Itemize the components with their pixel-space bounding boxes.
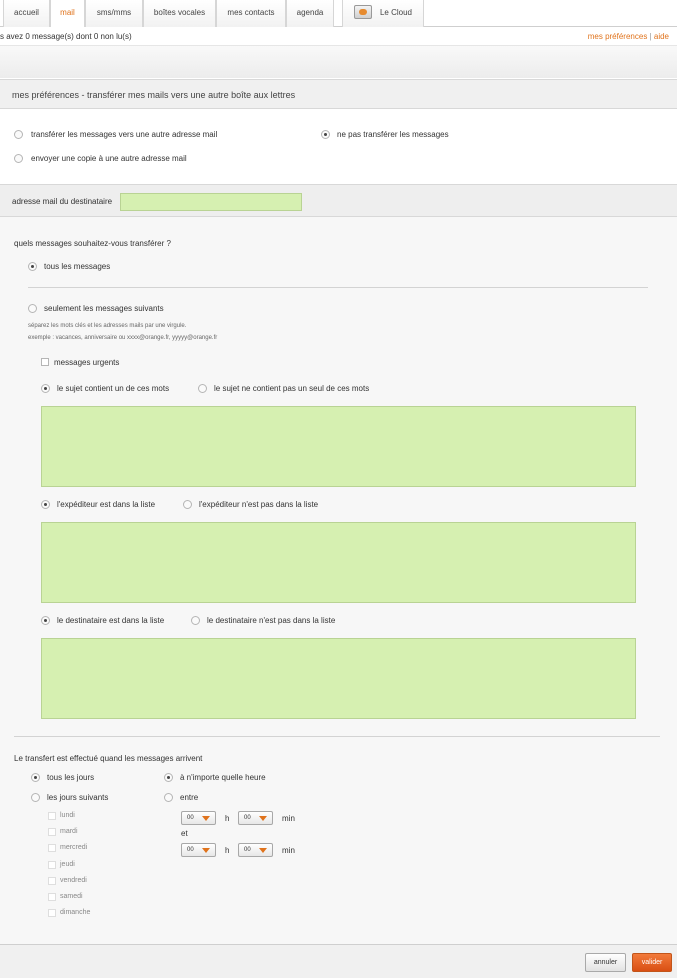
checkbox-samedi[interactable] — [48, 893, 56, 901]
status-bar — [0, 27, 677, 45]
radio-sender-in-list[interactable] — [41, 500, 50, 509]
radio-following-days[interactable] — [31, 793, 40, 802]
label-transfer-other: transférer les messages vers une autre adresse mail — [31, 130, 218, 139]
radio-only-following[interactable] — [28, 304, 37, 313]
label-no-transfer: ne pas transférer les messages — [337, 130, 449, 139]
radio-no-transfer[interactable] — [321, 130, 330, 139]
transfer-options — [0, 217, 677, 944]
label-h: h — [225, 846, 230, 855]
radio-subject-contains[interactable] — [41, 384, 50, 393]
tab-sms-mms[interactable]: sms/mms — [85, 0, 143, 27]
label-recipient-not-in-list: le destinataire n'est pas dans la liste — [207, 616, 336, 625]
checkbox-mardi[interactable] — [48, 828, 56, 836]
help-link[interactable]: aide — [653, 32, 669, 41]
label-urgent: messages urgents — [54, 358, 120, 367]
toolbar-area — [0, 45, 677, 78]
label-vendredi: vendredi — [60, 877, 87, 884]
label-min: min — [282, 846, 295, 855]
top-links — [588, 32, 669, 41]
tab-le-cloud-label: Le Cloud — [379, 8, 413, 17]
chevron-down-icon — [202, 848, 210, 853]
tab-le-cloud[interactable] — [342, 0, 424, 27]
label-min: min — [282, 814, 295, 823]
label-sender-not-in-list: l'expéditeur n'est pas dans la liste — [199, 500, 319, 509]
label-following-days: les jours suivants — [47, 793, 109, 802]
label-every-day: tous les jours — [47, 773, 95, 782]
label-jeudi: jeudi — [60, 861, 75, 868]
submit-button[interactable]: valider — [632, 953, 672, 972]
radio-between[interactable] — [164, 793, 173, 802]
recipient-label: adresse mail du destinataire — [12, 197, 113, 206]
top-tabs — [0, 0, 677, 27]
recipient-list-textarea[interactable] — [41, 638, 636, 719]
sender-list-textarea[interactable] — [41, 522, 636, 603]
start-hour-value: 00 — [187, 815, 194, 821]
radio-all-messages[interactable] — [28, 262, 37, 271]
cancel-button[interactable]: annuler — [585, 953, 626, 972]
preferences-link[interactable]: mes préférences — [587, 32, 648, 41]
checkbox-lundi[interactable] — [48, 812, 56, 820]
end-min-value: 00 — [244, 847, 251, 853]
label-send-copy: envoyer une copie à une autre adresse mail — [31, 154, 187, 163]
tab-boites-vocales[interactable]: boîtes vocales — [143, 0, 216, 27]
start-hour-select[interactable] — [181, 811, 216, 825]
checkbox-jeudi[interactable] — [48, 861, 56, 869]
checkbox-urgent[interactable] — [41, 358, 49, 366]
section-header — [0, 79, 677, 109]
end-min-select[interactable] — [238, 843, 273, 857]
label-all-messages: tous les messages — [44, 262, 111, 271]
start-min-select[interactable] — [238, 811, 273, 825]
checkbox-dimanche[interactable] — [48, 909, 56, 917]
label-and: et — [181, 829, 188, 838]
radio-any-time[interactable] — [164, 773, 173, 782]
recipient-row — [0, 184, 677, 217]
label-mercredi: mercredi — [60, 844, 88, 851]
radio-subject-not-contains[interactable] — [198, 384, 207, 393]
divider — [14, 736, 660, 737]
recipient-email-field[interactable] — [120, 193, 302, 211]
label-mardi: mardi — [60, 828, 78, 835]
page-title: mes préférences - transférer mes mails vers une autre boîte aux lettres — [12, 90, 296, 100]
label-recipient-in-list: le destinataire est dans la liste — [57, 616, 165, 625]
cloud-icon — [354, 5, 372, 19]
chevron-down-icon — [202, 816, 210, 821]
start-min-value: 00 — [244, 815, 251, 821]
label-only-following: seulement les messages suivants — [44, 304, 164, 313]
radio-recipient-in-list[interactable] — [41, 616, 50, 625]
label-sender-in-list: l'expéditeur est dans la liste — [57, 500, 156, 509]
radio-sender-not-in-list[interactable] — [183, 500, 192, 509]
tab-accueil[interactable]: accueil — [3, 0, 50, 27]
link-separator: | — [649, 32, 652, 41]
end-hour-select[interactable] — [181, 843, 216, 857]
checkbox-mercredi[interactable] — [48, 844, 56, 852]
tab-mes-contacts[interactable]: mes contacts — [216, 0, 286, 27]
hint-separator: séparez les mots clés et les adresses mails par une virgule. — [28, 323, 187, 329]
message-count-text: s avez 0 message(s) dont 0 non lu(s) — [0, 32, 132, 41]
radio-transfer-other[interactable] — [14, 130, 23, 139]
checkbox-vendredi[interactable] — [48, 877, 56, 885]
tab-mail[interactable]: mail — [50, 0, 85, 27]
label-dimanche: dimanche — [60, 909, 91, 916]
subject-keywords-textarea[interactable] — [41, 406, 636, 487]
schedule-title: Le transfert est effectué quand les messages arrivent — [14, 754, 203, 763]
radio-recipient-not-in-list[interactable] — [191, 616, 200, 625]
label-samedi: samedi — [60, 893, 83, 900]
label-any-time: à n'importe quelle heure — [180, 773, 266, 782]
end-hour-value: 00 — [187, 847, 194, 853]
label-between: entre — [180, 793, 199, 802]
label-h: h — [225, 814, 230, 823]
tab-agenda[interactable]: agenda — [286, 0, 334, 27]
chevron-down-icon — [259, 816, 267, 821]
radio-send-copy[interactable] — [14, 154, 23, 163]
radio-every-day[interactable] — [31, 773, 40, 782]
label-subject-contains: le sujet contient un de ces mots — [57, 384, 170, 393]
footer-bar — [0, 944, 677, 978]
which-messages-question: quels messages souhaitez-vous transférer ? — [14, 239, 171, 248]
label-lundi: lundi — [60, 812, 75, 819]
divider — [28, 287, 648, 288]
label-subject-not-contains: le sujet ne contient pas un seul de ces mots — [214, 384, 370, 393]
hint-example: exemple : vacances, anniversaire ou xxxx@orange.fr, yyyyy@orange.fr — [28, 335, 218, 341]
chevron-down-icon — [259, 848, 267, 853]
